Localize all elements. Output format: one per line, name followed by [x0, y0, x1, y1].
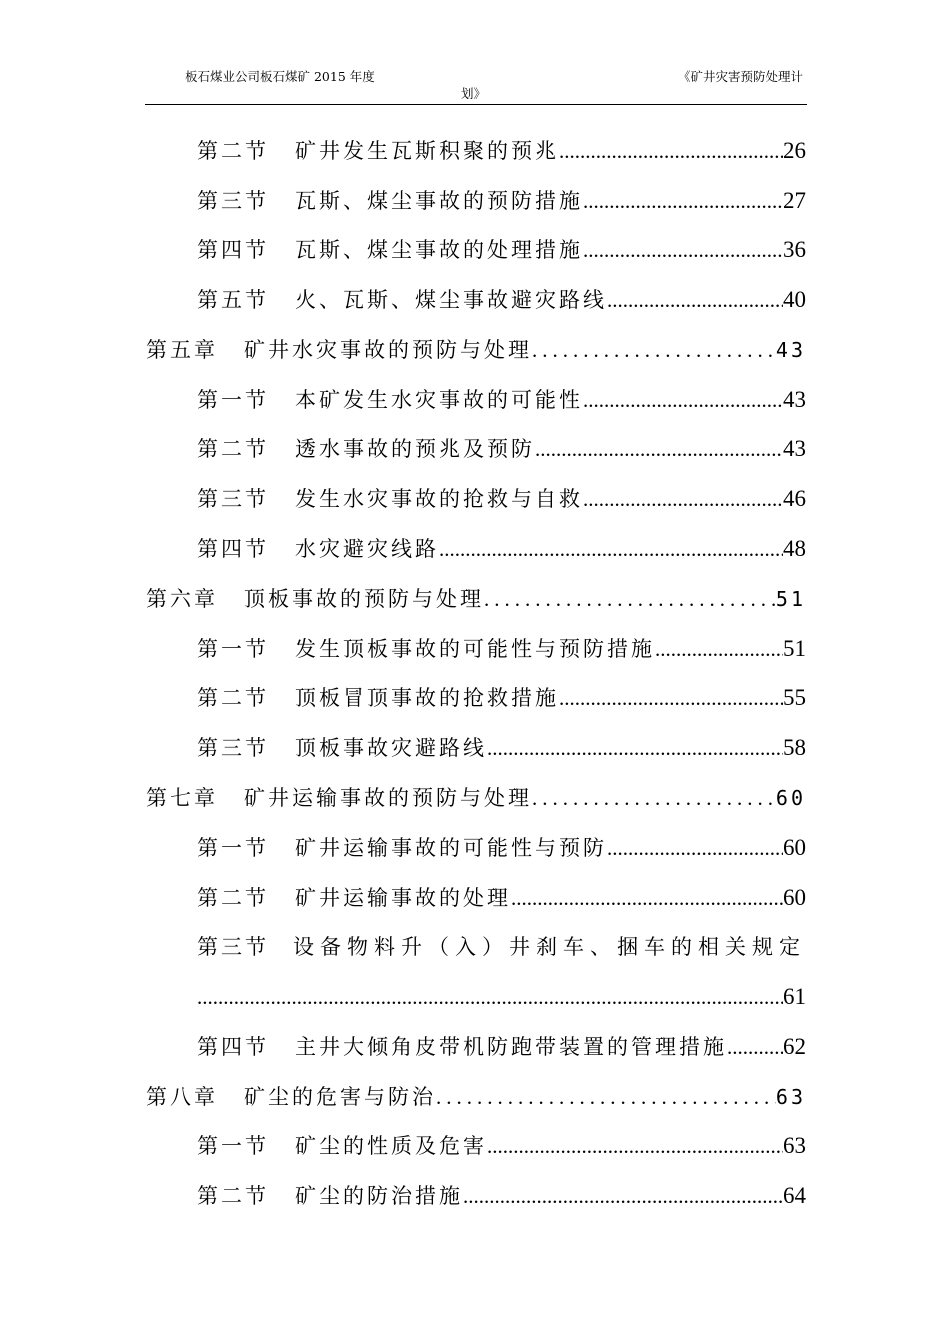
toc-entry-section[interactable] [197, 733, 806, 763]
toc-entry-title: 矿尘的性质及危害 [295, 1134, 487, 1158]
toc-entry-number: 第五章 [146, 338, 218, 362]
toc-entry-page: 58 [783, 735, 806, 760]
toc-entry-page: 63 [783, 1133, 806, 1158]
toc-entry-page: 43 [775, 338, 806, 362]
toc-dot-leader [532, 335, 776, 365]
toc-dot-leader [535, 434, 783, 464]
toc-entry-number: 第三节 [197, 935, 269, 959]
toc-entry-title: 瓦斯、煤尘事故的处理措施 [295, 238, 583, 262]
toc-entry-page: 60 [775, 786, 806, 810]
toc-dot-leader [655, 634, 783, 664]
toc-entry-number: 第三节 [197, 189, 269, 213]
toc-entry-title: 主井大倾角皮带机防跑带装置的管理措施 [295, 1035, 727, 1059]
toc-entry-title: 发生顶板事故的可能性与预防措施 [295, 637, 655, 661]
toc-entry-section[interactable] [197, 1032, 806, 1062]
toc-entry-section[interactable] [197, 186, 806, 216]
toc-entry-chapter[interactable] [146, 335, 806, 365]
toc-entry-section[interactable] [197, 136, 806, 166]
toc-entry-number: 第六章 [146, 587, 218, 611]
toc-entry-number: 第四节 [197, 1035, 269, 1059]
toc-entry-title: 透水事故的预兆及预防 [295, 437, 535, 461]
toc-entry-number: 第二节 [197, 1184, 269, 1208]
toc-entry-section[interactable] [197, 484, 806, 514]
toc-dot-leader [484, 584, 776, 614]
toc-entry-page: 51 [783, 636, 806, 661]
toc-entry-title: 设备物料升（入）井刹车、捆车的相关规定 [293, 935, 806, 959]
toc-entry-number: 第一节 [197, 1134, 269, 1158]
toc-entry-number: 第一节 [197, 637, 269, 661]
toc-entry-title: 水灾避灾线路 [295, 537, 439, 561]
toc-entry-page: 60 [783, 835, 806, 860]
toc-entry-page: 51 [775, 587, 806, 611]
toc-dot-leader [583, 235, 783, 265]
toc-entry-section[interactable] [197, 883, 806, 913]
toc-entry-section[interactable] [197, 434, 806, 464]
toc-dot-leader [439, 534, 783, 564]
toc-entry-title: 顶板事故灾避路线 [295, 736, 487, 760]
header-right-continuation: 划》 [461, 86, 487, 101]
toc-entry-title: 顶板冒顶事故的抢救措施 [295, 686, 559, 710]
toc-entry-page: 46 [783, 486, 806, 511]
toc-dot-leader [583, 186, 783, 216]
toc-entry-page: 40 [783, 287, 806, 312]
toc-entry-chapter[interactable] [146, 783, 806, 813]
toc-dot-leader [583, 385, 783, 415]
toc-entry-page: 60 [783, 885, 806, 910]
toc-entry-number: 第四节 [197, 537, 269, 561]
toc-entry-section[interactable] [197, 1131, 806, 1161]
toc-entry-page: 64 [783, 1183, 806, 1208]
toc-entry-section-wrapped[interactable] [197, 932, 806, 962]
toc-dot-leader [607, 833, 783, 863]
toc-entry-title: 矿井运输事故的可能性与预防 [295, 836, 607, 860]
toc-entry-page: 61 [783, 984, 806, 1009]
toc-entry-number: 第二节 [197, 139, 269, 163]
toc-entry-page: 63 [775, 1085, 806, 1109]
toc-entry-section[interactable] [197, 285, 806, 315]
toc-entry-title: 本矿发生水灾事故的可能性 [295, 388, 583, 412]
toc-entry-page: 27 [783, 188, 806, 213]
toc-entry-title: 发生水灾事故的抢救与自救 [295, 487, 583, 511]
toc-entry-page: 26 [783, 138, 806, 163]
toc-entry-section[interactable] [197, 385, 806, 415]
toc-entry-chapter[interactable] [146, 584, 806, 614]
toc-dot-leader [559, 136, 783, 166]
header-left-text: 板石煤业公司板石煤矿 2015 年度 [185, 69, 375, 84]
toc-dot-leader [436, 1082, 776, 1112]
toc-entry-number: 第三节 [197, 487, 269, 511]
page-header [145, 62, 807, 105]
toc-entry-number: 第四节 [197, 238, 269, 262]
toc-entry-wrapped-leader-line[interactable] [197, 982, 806, 1012]
toc-entry-section[interactable] [197, 1181, 806, 1211]
toc-entry-section[interactable] [197, 833, 806, 863]
toc-entry-title: 矿井水灾事故的预防与处理 [244, 338, 532, 362]
toc-entry-title: 矿井发生瓦斯积聚的预兆 [295, 139, 559, 163]
toc-entry-number: 第二节 [197, 886, 269, 910]
toc-dot-leader [487, 1131, 783, 1161]
toc-entry-page: 48 [783, 536, 806, 561]
toc-dot-leader [583, 484, 783, 514]
toc-entry-section[interactable] [197, 534, 806, 564]
toc-entry-number: 第一节 [197, 388, 269, 412]
header-right-text: 《矿井灾害预防处理计 [677, 69, 803, 84]
toc-entry-section[interactable] [197, 683, 806, 713]
toc-entry-page: 62 [783, 1034, 806, 1059]
toc-entry-page: 55 [783, 685, 806, 710]
toc-entry-title: 火、瓦斯、煤尘事故避灾路线 [295, 288, 607, 312]
toc-dot-leader [532, 783, 776, 813]
toc-entry-section[interactable] [197, 634, 806, 664]
toc-dot-leader [511, 883, 783, 913]
toc-entry-title: 矿尘的危害与防治 [244, 1085, 436, 1109]
toc-entry-chapter[interactable] [146, 1082, 806, 1112]
toc-dot-leader [463, 1181, 783, 1211]
toc-entry-title: 矿井运输事故的处理 [295, 886, 511, 910]
toc-entry-number: 第五节 [197, 288, 269, 312]
toc-entry-title: 瓦斯、煤尘事故的预防措施 [295, 189, 583, 213]
toc-dot-leader [607, 285, 783, 315]
toc-dot-leader [727, 1032, 783, 1062]
toc-dot-leader [559, 683, 783, 713]
toc-entry-number: 第三节 [197, 736, 269, 760]
toc-entry-title: 顶板事故的预防与处理 [244, 587, 484, 611]
toc-entry-page: 43 [783, 436, 806, 461]
toc-entry-page: 43 [783, 387, 806, 412]
toc-entry-section[interactable] [197, 235, 806, 265]
toc-entry-number: 第二节 [197, 437, 269, 461]
toc-entry-title: 矿尘的防治措施 [295, 1184, 463, 1208]
toc-dot-leader [487, 733, 783, 763]
toc-entry-number: 第一节 [197, 836, 269, 860]
toc-dot-leader [197, 982, 783, 1012]
toc-entry-page: 36 [783, 237, 806, 262]
toc-entry-number: 第八章 [146, 1085, 218, 1109]
toc-entry-number: 第七章 [146, 786, 218, 810]
toc-entry-number: 第二节 [197, 686, 269, 710]
toc-entry-title: 矿井运输事故的预防与处理 [244, 786, 532, 810]
